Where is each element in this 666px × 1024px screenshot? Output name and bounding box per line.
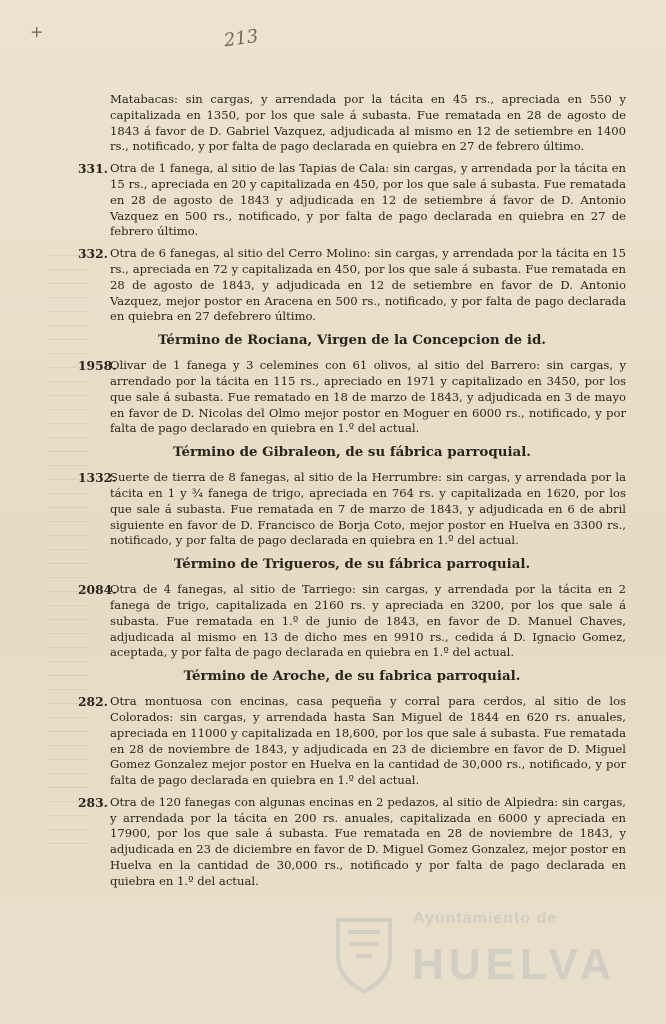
entry-number: 332. bbox=[78, 246, 108, 262]
section-heading-gibraleon: Término de Gibraleon, de su fábrica parroquial. bbox=[173, 444, 531, 461]
section-heading-aroche: Término de Aroche, de su fabrica parroquial. bbox=[183, 668, 521, 685]
entry-282 bbox=[78, 694, 626, 789]
entry-text: Otra de 4 fanegas, al sitio de Tarriego: sin cargas, y arrendada por la tácita en 2 fanega de trigo, capitalizada en 2160 rs. y apreciada en 3200, por los que sale á subasta. Fue rematada en 1.º de junio de 1843, en favor de D. Manuel Chaves, adjudicada al mismo en 13 de dicho mes en 9910 rs., cedida á D. Ignacio Gomez, aceptada, y por falta de pago declarada en quiebra en 1.º del actual. bbox=[110, 582, 626, 660]
section-heading-rociana: Término de Rociana, Virgen de la Concepcion de id. bbox=[158, 332, 546, 349]
entry-text: Otra de 120 fanegas con algunas encinas en 2 pedazos, al sitio de Alpiedra: sin cargas, y arrendada por la tácita en 200 rs. anuales, capitalizada en 6000 y apreciada en 17900, por los que sale á subasta. Fue rematada en 28 de noviembre de 1843, y adjudicada en 23 de diciembre en favor de D. Miguel Gomez Gonzalez, mejor postor en Huelva en la cantidad de 30,000 rs., notificado y por falta de pago declarada en quiebra en 1.º del actual. bbox=[110, 794, 626, 888]
entry-1958 bbox=[78, 358, 626, 437]
section-heading-trigueros: Término de Trigueros, de su fábrica parroquial. bbox=[173, 556, 531, 573]
entry-283 bbox=[78, 795, 626, 890]
entry-text: Suerte de tierra de 8 fanegas, al sitio de la Herrumbre: sin cargas, y arrendada por la tácita en 1 y ¾ fanega de trigo, apreciada en 764 rs. y capitalizada en 1620, por los que sale á subasta. Fue rematada en 7 de marzo de 1843, y adjudicada en 6 de abril siguiente en favor de D. Francisco de Borja Coto, mejor postor en Huelva en 3300 rs., notificado, y por falta de pago declarada en quiebra en 1.º del actual. bbox=[110, 470, 626, 548]
entry-1332 bbox=[78, 470, 626, 549]
watermark-subtitle: Ayuntamiento de bbox=[413, 910, 558, 927]
entry-2084 bbox=[78, 582, 626, 661]
entry-number: 331. bbox=[78, 161, 108, 177]
watermark-title: HUELVA bbox=[412, 940, 617, 989]
entry-number: 1958. bbox=[78, 358, 117, 374]
corner-mark: + bbox=[30, 22, 44, 41]
entry-number: 2084. bbox=[78, 582, 117, 598]
entry-332 bbox=[78, 246, 626, 325]
city-shield-icon bbox=[330, 914, 398, 994]
entry-text: Otra de 1 fanega, al sitio de las Tapias de Cala: sin cargas, y arrendada por la tácita en 15 rs., apreciada en 20 y capitalizada en 450, por los que sale á subasta. Fue rematada en 28 de agosto de 1843 y adjudicada en 12 de setiembre á favor de D. Antonio Vazquez en 500 rs., notificado, y por falta de pago declarada en quiebra en 27 de febrero último. bbox=[110, 161, 626, 239]
document-body bbox=[78, 92, 626, 896]
entry-331 bbox=[78, 161, 626, 240]
entry-number: 282. bbox=[78, 694, 108, 710]
entry-text: Matabacas: sin cargas, y arrendada por la tácita en 45 rs., apreciada en 550 y capitalizada en 1350, por los que sale á subasta. Fue rematada en 28 de agosto de 1843 á favor de D. Gabriel Vazquez, adjudicada al mismo en 12 de setiembre en 1400 rs., notificado, y por falta de pago declarada en quiebra en 27 de febrero último. bbox=[110, 92, 626, 154]
entry-text: Otra montuosa con encinas, casa pequeña y corral para cerdos, al sitio de los Colorados: sin cargas, y arrendada hasta San Miguel de 1844 en 620 rs. anuales, apreciada en 11000 y capitalizada en 18,600, por los que sale á subasta. Fue rematada en 28 de noviembre de 1843, y adjudicada en 23 de diciembre en favor de D. Miguel Gomez Gonzalez mejor postor en Huelva en la cantidad de 30,000 rs., notificado, y por falta de pago declarada en quiebra en 1.º del actual. bbox=[110, 694, 626, 788]
entry-number: 283. bbox=[78, 794, 108, 810]
entry-continuation bbox=[78, 92, 626, 155]
entry-text: Otra de 6 fanegas, al sitio del Cerro Molino: sin cargas, y arrendada por la tácita en 15 rs., apreciada en 72 y capitalizada en 450, por los que sale á subasta. Fue rematada en 28 de agosto de 1843, y adjudicada en 12 de setiembre en favor de D. Antonio Vazquez, mejor postor en Aracena en 500 rs., notificado, y por falta de pago declarada en quiebra en 27 defebrero último. bbox=[110, 246, 626, 324]
handwritten-folio: 213 bbox=[222, 25, 260, 52]
archive-watermark bbox=[330, 900, 617, 1012]
entry-number: 1332. bbox=[78, 470, 117, 486]
entry-text: Olivar de 1 fanega y 3 celemines con 61 olivos, al sitio del Barrero: sin cargas, y arrendado por la tácita en 115 rs., apreciado en 1971 y capitalizado en 3450, por los que sale á subasta. Fue rematado en 18 de marzo de 1843, y adjudicada en 3 de mayo en favor de D. Nicolas del Olmo mejor postor en Moguer en 6000 rs., notificado, y por falta de pago declarado en quiebra en 1.º del actual. bbox=[110, 358, 626, 436]
